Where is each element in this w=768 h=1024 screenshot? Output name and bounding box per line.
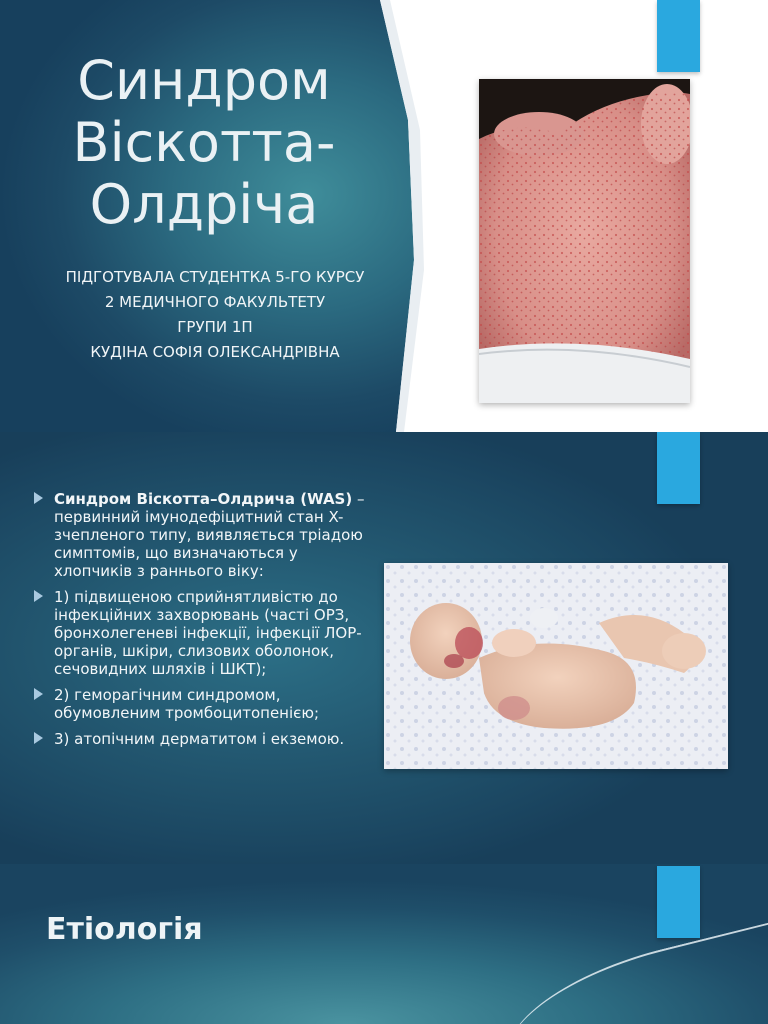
credit-line: 2 МЕДИЧНОГО ФАКУЛЬТЕТУ	[104, 293, 326, 311]
decorative-sweep	[490, 919, 768, 1024]
credit-line: ГРУПИ 1П	[177, 318, 253, 336]
triangle-bullet-icon	[34, 492, 43, 504]
presenter-credits	[60, 268, 370, 368]
accent-bar	[657, 432, 700, 504]
triangle-bullet-icon	[34, 732, 43, 744]
photo-child-back-rash	[479, 79, 690, 403]
list-item	[34, 730, 374, 748]
definition-slide	[0, 432, 768, 864]
list-item	[34, 588, 374, 678]
list-item	[34, 490, 374, 580]
accent-bar	[657, 866, 700, 938]
triangle-bullet-icon	[34, 688, 43, 700]
accent-bar	[657, 0, 700, 72]
credit-line: ПІДГОТУВАЛА СТУДЕНТКА 5-ГО КУРСУ	[65, 268, 365, 286]
title-slide	[0, 0, 768, 432]
bullet-text: – первинний імунодефіцитний стан X-зчепленого типу, виявляється тріадою симптомів, що визначаються у хлопчиків з раннього віку:	[54, 490, 365, 580]
bullet-text: 3) атопічним дерматитом і екземою.	[54, 730, 345, 748]
bullet-list	[34, 490, 374, 756]
triangle-bullet-icon	[34, 590, 43, 602]
slide-title: Синдром Віскотта-Олдріча	[72, 49, 336, 236]
slide-heading: Етіологія	[46, 912, 203, 947]
bullet-bold-text: Синдром Віскотта–Олдрича (WAS)	[54, 490, 353, 508]
bullet-text: 2) геморагічним синдромом, обумовленим тромбоцитопенією;	[54, 686, 320, 722]
bullet-text: 1) підвищеною сприйнятливістю до інфекційних захворювань (часті ОРЗ, бронхолегеневі інфекції, інфекції ЛОР-органів, шкіри, слизових оболонок, сечовидних шляхів і ШКТ);	[54, 588, 362, 678]
credit-line: КУДІНА СОФІЯ ОЛЕКСАНДРІВНА	[90, 343, 340, 361]
etiology-slide	[0, 864, 768, 1024]
list-item	[34, 686, 374, 722]
photo-infant-lesions	[384, 563, 728, 769]
